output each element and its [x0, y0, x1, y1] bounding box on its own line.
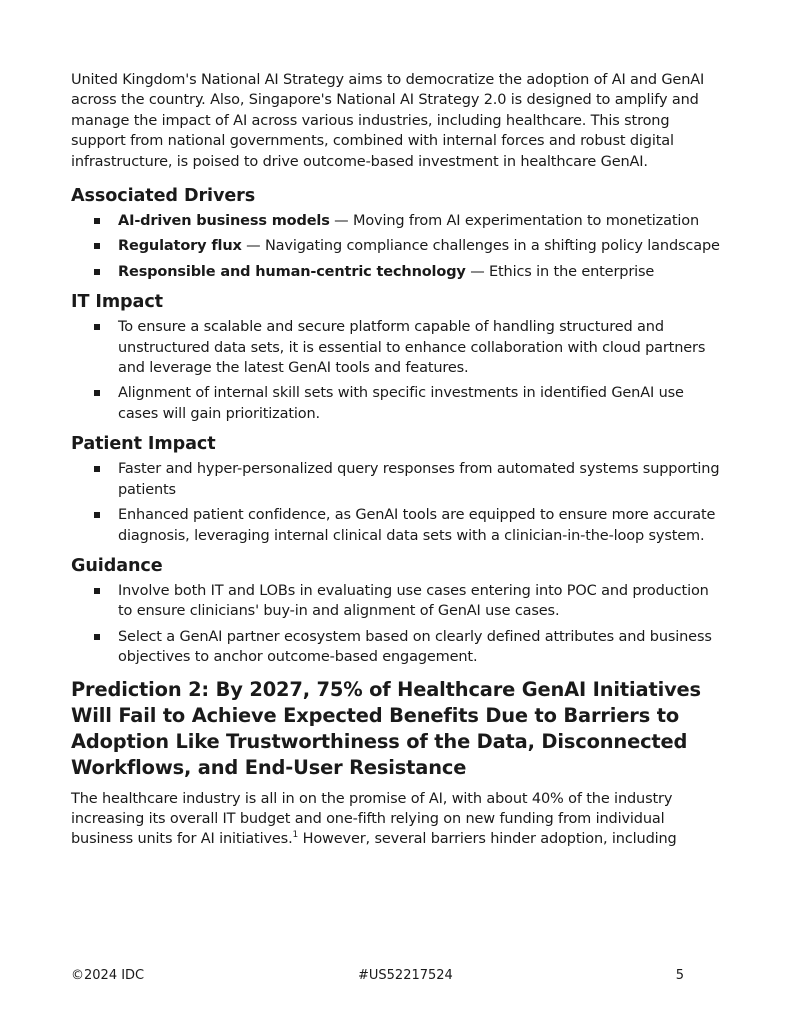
square-bullet-icon: [94, 218, 100, 224]
list-item: [71, 317, 721, 378]
it-impact-heading: IT Impact: [71, 292, 163, 313]
guidance-list: [71, 581, 721, 668]
driver-description: — Ethics in the enterprise: [465, 263, 655, 280]
patient-impact-text: Enhanced patient confidence, as GenAI tools are equipped to ensure more accurate diagnosis, leveraging internal clinical data sets with a clinician-in-the-loop system.: [118, 507, 716, 544]
list-item: [71, 505, 721, 546]
list-item: [71, 383, 721, 424]
driver-title: Regulatory flux: [118, 238, 242, 255]
prediction-text: The healthcare industry is all in on the promise of AI, with about 40% of the industry increasing its overall IT budget and one-fifth relying on new funding from individual business units for AI initiatives.: [71, 790, 673, 848]
it-impact-text: To ensure a scalable and secure platform capable of handling structured and unstructured data sets, it is essential to enhance collaboration with cloud partners and leverage the latest GenAI tools and features.: [118, 319, 706, 377]
prediction-text-continued: However, several barriers hinder adoption, including: [298, 831, 677, 848]
patient-impact-text: Faster and hyper-personalized query responses from automated systems supporting patients: [118, 461, 720, 498]
square-bullet-icon: [94, 588, 100, 594]
driver-description: — Navigating compliance challenges in a shifting policy landscape: [241, 238, 720, 255]
guidance-text: Involve both IT and LOBs in evaluating use cases entering into POC and production to ensure clinicians' buy-in and alignment of GenAI use cases.: [118, 582, 709, 620]
it-impact-list: [71, 317, 721, 424]
driver-title: AI-driven business models: [118, 213, 330, 230]
list-item: [71, 262, 721, 282]
square-bullet-icon: [94, 634, 100, 640]
footer-doc-id: #US52217524: [358, 968, 453, 983]
footnote-ref[interactable]: 1: [292, 830, 299, 841]
list-item: [71, 236, 721, 256]
associated-drivers-list: [71, 211, 721, 282]
square-bullet-icon: [94, 512, 100, 518]
prediction-paragraph: [71, 789, 721, 850]
list-item: [71, 459, 721, 500]
square-bullet-icon: [94, 390, 100, 396]
square-bullet-icon: [94, 243, 100, 249]
square-bullet-icon: [94, 269, 100, 275]
footer-page-number: 5: [675, 968, 684, 983]
footer-copyright: ©2024 IDC: [71, 968, 145, 983]
list-item: [71, 627, 721, 668]
page-footer: [71, 966, 684, 986]
guidance-text: Select a GenAI partner ecosystem based on clearly defined attributes and business objectives to anchor outcome-based engagement.: [118, 628, 712, 666]
driver-title: Responsible and human-centric technology: [118, 263, 466, 280]
it-impact-text: Alignment of internal skill sets with specific investments in identified GenAI use cases will gain prioritization.: [118, 385, 684, 422]
driver-description: — Moving from AI experimentation to monetization: [329, 213, 700, 230]
associated-drivers-heading: Associated Drivers: [71, 186, 256, 207]
list-item: [71, 211, 721, 231]
prediction-heading: Prediction 2: By 2027, 75% of Healthcare GenAI Initiatives Will Fail to Achieve Expected Benefits Due to Barriers to Adoption Like Trustworthiness of the Data, Disconnected Workflows, and End-User Resistance: [71, 677, 701, 779]
list-item: [71, 581, 721, 622]
guidance-heading: Guidance: [71, 555, 163, 576]
square-bullet-icon: [94, 466, 100, 472]
patient-impact-list: [71, 459, 721, 546]
square-bullet-icon: [94, 324, 100, 330]
patient-impact-heading: Patient Impact: [71, 434, 216, 455]
intro-paragraph: United Kingdom's National AI Strategy aims to democratize the adoption of AI and GenAI across the country. Also, Singapore's National AI Strategy 2.0 is designed to amplify and manage the impact of AI across various industries, including healthcare. This strong support from national governments, combined with internal forces and robust digital infrastructure, is poised to drive outcome-based investment in healthcare GenAI.: [71, 72, 705, 170]
document-page: [71, 70, 721, 850]
